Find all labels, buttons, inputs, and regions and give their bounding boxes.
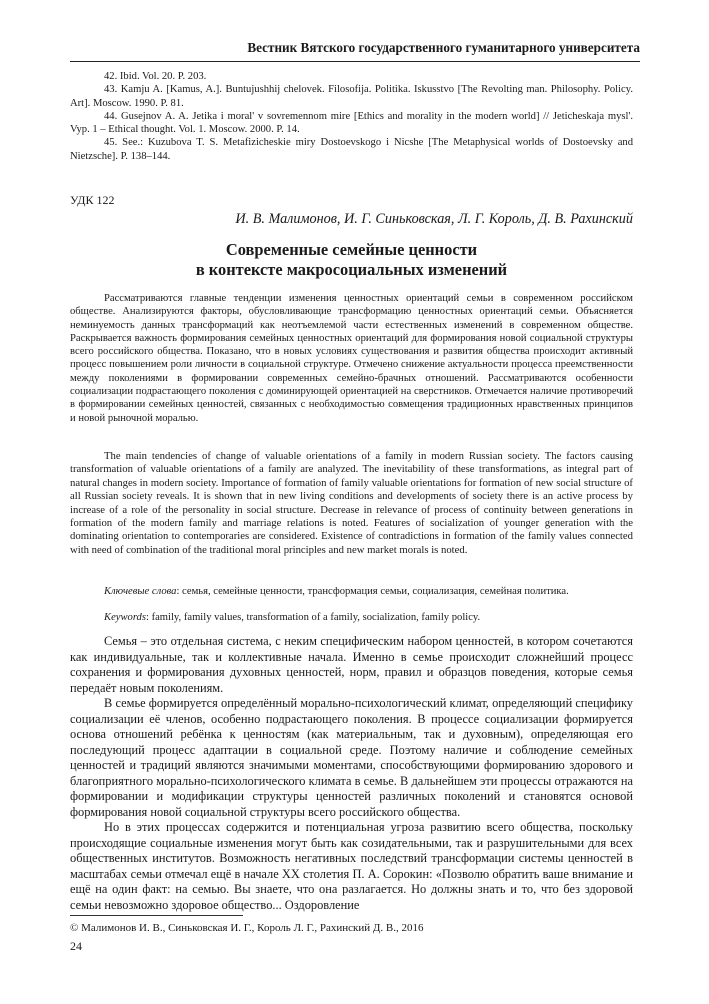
keywords-text: : family, family values, transformation of a family, socialization, family policy. [145,612,481,623]
reference-item: 44. Gusejnov A. A. Jetika i moral' v sovremennom mire [Ethics and morality in the modern world] // Jeticheskaja mysl'. Vyp. 1 – Ethical thought. Vol. 1. Moscow. 2000. P. 14. [70,110,633,136]
article-authors: И. В. Малимонов, И. Г. Синьковская, Л. Г. Король, Д. В. Рахинский [235,211,633,227]
title-line: Современные семейные ценности [225,240,478,259]
article-title [70,240,633,280]
keywords-label: Keywords [104,612,146,623]
keywords-russian [70,585,633,598]
copyright-notice: © Малимонов И. В., Синьковская И. Г., Король Л. Г., Рахинский Д. В., 2016 [70,922,424,934]
page-number: 24 [70,939,82,953]
udk-code: УДК 122 [70,193,115,207]
body-paragraph: В семье формируется определённый морально-психологический климат, определяющий специфику социализации её членов, особенно подрастающего поколения. В процессе социализации формируется основа отношений ребёнка к ценностям (как материальным, так и духовным), определяющая его последующий процесс адаптации в социальной среде. Поэтому наличие и соблюдение семейных ценностей и традиций являются значимыми моментами, способствующими формированию здорового и благоприятного морально-психологического климата в семье. В дальнейшем эти процессы отражаются на формировании и модификации структуры ценностей различных поколений и становятся основой формирования новой социальной структуры всего российского общества. [70,696,633,819]
body-paragraph: Но в этих процессах содержится и потенциальная угроза развитию всего общества, поскольку происходящие социальные изменения могут быть как созидательными, так и разрушительными для всех общественных институтов. Возможность негативных последствий трансформации системы ценностей в масштабах семьи отмечал ещё в начале XX столетия П. А. Сорокин: «Позволю обратить ваше внимание и ещё на один факт: на семью. Вы знаете, что она разлагается. Но должны знать и то, что без здоровой семьи невозможно здоровое общество... Оздоровление [70,820,633,912]
footnote-divider [70,915,243,916]
body-paragraph: Семья – это отдельная система, с неким специфическим набором ценностей, в котором сочетаются как индивидуальные, так и коллективные начала. Именно в семье происходит сложнейший процесс сохранения и формирования духовных ценностей, норм, правил и образцов поведения, которые семья передаёт новым поколениям. [70,634,633,695]
article-body [70,634,633,913]
keywords-text: : семья, семейные ценности, трансформация семьи, социализация, семейная политика. [176,586,569,597]
title-line: в контексте макросоциальных изменений [195,260,508,279]
abstract-russian: Рассматриваются главные тенденции изменения ценностных ориентаций семьи в современном российском обществе. Анализируются факторы, обусловливающие трансформацию ценностных ориентаций семьи. Объясняется неминуемость данных трансформаций как неотъемлемой части естественных изменений в современном обществе. Раскрывается важность формирования семейных ценностных ориентаций для формирования новой социальной структуры всего российского общества. Показано, что в новых условиях существования и развития общества происходит активный процесс повышением роли личности в социальной структуре. Отмечено снижение актуальности процесса преемственности между поколениями в формировании современных семейно-брачных отношений. Рассматриваются особенности социализации подрастающего поколения с доминирующей ориентацией на сверстников. Отмечается наличие противоречий в формировании семейных ценностей, связанных с необходимостью совмещения традиционных нравственных принципов и новой рыночной моралью. [70,293,633,424]
keywords-english [70,611,633,624]
running-header: Вестник Вятского государственного гуманитарного университета [70,40,640,62]
reference-item: 43. Kamju A. [Kamus, A.]. Buntujushhij chelovek. Filosofija. Politika. Iskusstvo [The Revolting man. Philosophy. Policy. Art]. Moscow. 1990. P. 81. [70,84,633,109]
abstract-english: The main tendencies of change of valuable orientations of a family in modern Russian society. The factors causing transformation of valuable orientations of a family are analyzed. The inevitability of these transformations, as integral part of natural changes in modern society. Importance of formation of family valuable orientations for formation of new social structure of all Russian society reveals. It is shown that in new living conditions and developments of society there is an active process by increase of a role of the personality in social structure. Decrease in relevance of process of continuity between generations in formation of the modern family and marriage relations is noted. Features of socialization of younger generation with the dominating orientation to contemporaries are considered. Existence of contradictions in formation of the family values connected with need of combination of the traditional moral principles and new market morals is noted. [70,450,633,556]
reference-item: 45. See.: Kuzubova T. S. Metafizicheskie miry Dostoevskogo i Nicshe [The Metaphysical worlds of Dostoevsky and Nietzsche]. P. 138–144. [70,137,633,162]
reference-item: 42. Ibid. Vol. 20. P. 203. [104,71,207,82]
reference-list [70,70,633,163]
keywords-label: Ключевые слова [104,586,177,597]
